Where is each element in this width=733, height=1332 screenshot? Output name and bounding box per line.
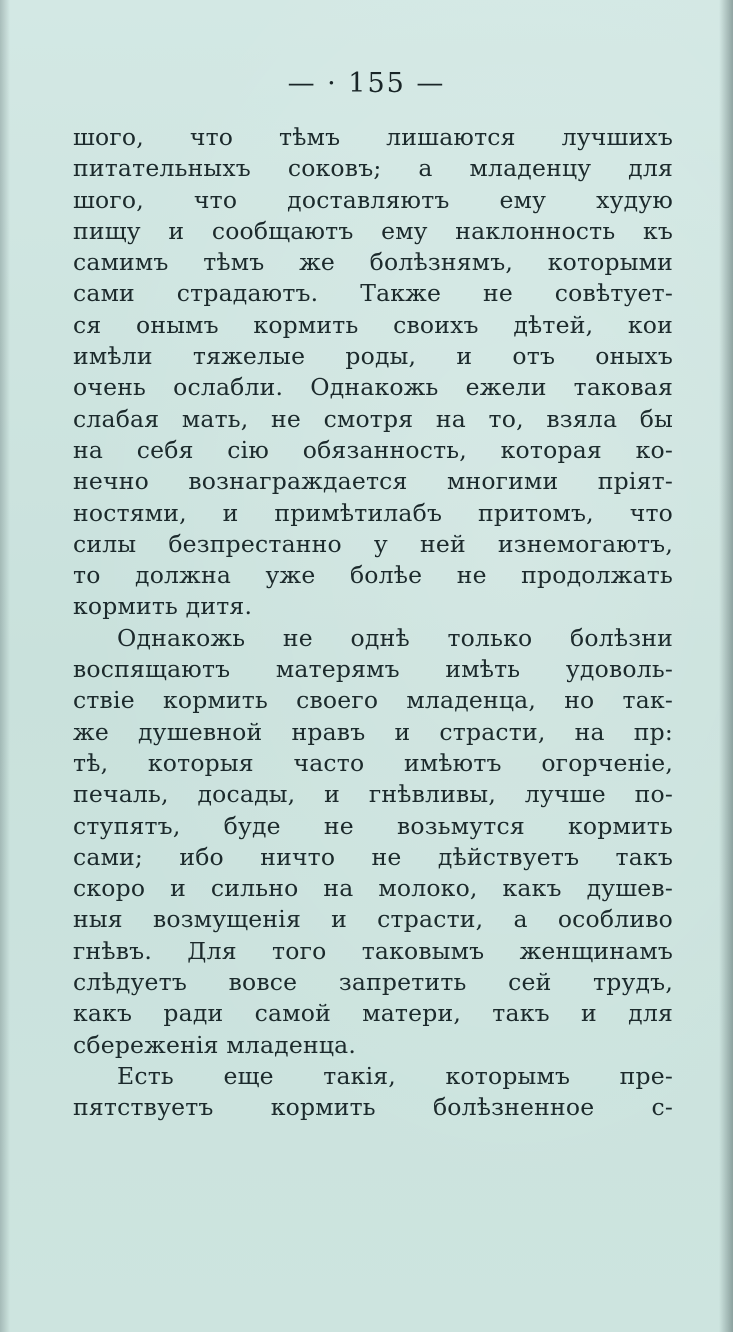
text-line: сами страдаютъ. Также не совѣтует-: [73, 279, 673, 308]
text-line: сами; ибо ничто не дѣйствуетъ такъ: [73, 842, 673, 871]
text-line: самимъ тѣмъ же болѣзнямъ, которыми: [73, 248, 673, 277]
paragraph-1: [73, 122, 673, 623]
text-line: ся онымъ кормить своихъ дѣтей, кои: [73, 310, 673, 339]
text-line: пищу и сообщаютъ ему наклонность къ: [73, 216, 673, 245]
text-line: Однакожь не однѣ только болѣзни: [117, 623, 673, 652]
text-line: питательныхъ соковъ; а младенцу для: [73, 154, 673, 183]
page-number: — · 155 —: [287, 68, 446, 99]
text-line: ностями, и примѣтилабъ притомъ, что: [73, 498, 673, 527]
text-line: очень ослабли. Однакожь ежели таковая: [73, 373, 673, 402]
page-left-edge: [0, 0, 10, 1332]
text-line: ствіе кормить своего младенца, но так-: [73, 686, 673, 715]
text-line: какъ ради самой матери, такъ и для: [73, 999, 673, 1028]
text-line: слабая мать, не смотря на то, взяла бы: [73, 404, 673, 433]
text-line: Есть еще такія, которымъ пре-: [117, 1061, 673, 1090]
text-line: на себя сію обязанность, которая ко-: [73, 435, 673, 464]
text-line: нечно вознаграждается многими пріят-: [73, 467, 673, 496]
text-line: кормить дитя.: [73, 592, 253, 621]
paragraph-3: [73, 1061, 673, 1124]
text-line: тѣ, которыя часто имѣютъ огорченіе,: [73, 748, 673, 777]
text-line: то должна уже болѣе не продолжать: [73, 561, 673, 590]
text-line: шого, что доставляютъ ему худую: [73, 185, 673, 214]
text-line: имѣли тяжелые роды, и отъ оныхъ: [73, 342, 673, 371]
text-line: ступятъ, буде не возьмутся кормить: [73, 811, 673, 840]
text-line: скоро и сильно на молоко, какъ душев-: [73, 874, 673, 903]
text-line: гнѣвъ. Для того таковымъ женщинамъ: [73, 936, 673, 965]
text-line: же душевной нравъ и страсти, на пр:: [73, 717, 673, 746]
body-text: [73, 122, 673, 1124]
text-line: слѣдуетъ вовсе запретить сей трудъ,: [73, 968, 673, 997]
text-line: сбереженія младенца.: [73, 1030, 357, 1059]
text-line: ныя возмущенія и страсти, а особливо: [73, 905, 673, 934]
text-line: пятствуетъ кормить болѣзненное с-: [73, 1093, 673, 1122]
text-line: воспящаютъ матерямъ имѣть удоволь-: [73, 655, 673, 684]
text-line: шого, что тѣмъ лишаются лучшихъ: [73, 123, 673, 151]
text-line: силы безпрестанно у ней изнемогаютъ,: [73, 529, 673, 558]
paragraph-2: [73, 623, 673, 1061]
text-line: печаль, досады, и гнѣвливы, лучше по-: [73, 780, 673, 809]
page-right-edge: [719, 0, 733, 1332]
